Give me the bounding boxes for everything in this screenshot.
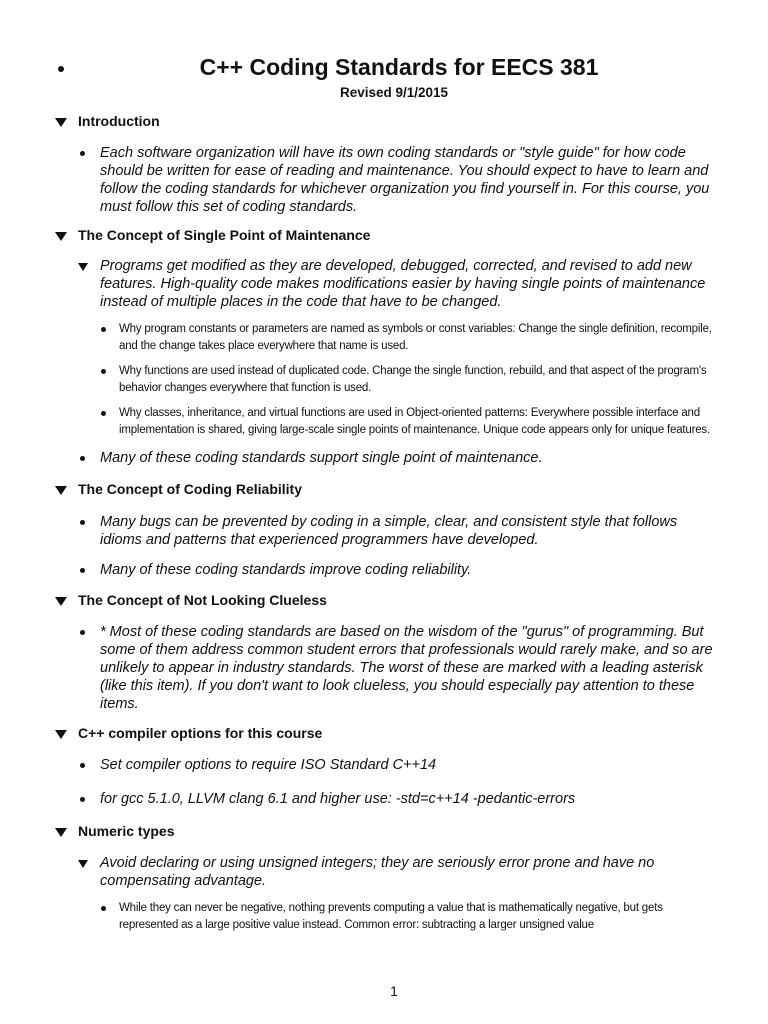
bullet-icon	[80, 520, 85, 525]
section-heading-label: The Concept of Single Point of Maintenance	[78, 227, 371, 243]
section-heading[interactable]	[0, 821, 768, 841]
list-item	[0, 854, 768, 890]
bullet-icon	[101, 369, 106, 374]
section-heading[interactable]	[0, 225, 768, 245]
disclosure-triangle-icon[interactable]	[55, 486, 67, 495]
list-item-text: Set compiler options to require ISO Standard C++14	[100, 757, 437, 773]
document-body	[0, 108, 768, 933]
disclosure-triangle-icon[interactable]	[55, 232, 67, 241]
section-introduction	[0, 111, 768, 216]
bullet-icon	[80, 763, 85, 768]
section-heading-label: The Concept of Not Looking Clueless	[78, 592, 327, 608]
list-item	[0, 513, 768, 549]
sub-list-item-text: Why classes, inheritance, and virtual functions are used in Object-oriented patterns: Everywhere possible interface and implementation is shared, giving large-scale single points of maintenance. Unique code appears only for unique features.	[119, 407, 710, 436]
list-item	[0, 561, 768, 579]
sub-list-item	[0, 321, 768, 354]
list-item-text: Avoid declaring or using unsigned integers; they are seriously error prone and have no compensating advantage.	[100, 855, 655, 889]
disclosure-triangle-icon[interactable]	[55, 730, 67, 739]
section-heading-label: Numeric types	[78, 823, 175, 839]
list-item	[0, 449, 768, 467]
title-block	[0, 54, 768, 100]
disclosure-triangle-icon[interactable]	[78, 263, 88, 271]
disclosure-triangle-icon[interactable]	[55, 828, 67, 837]
section-not-looking-clueless	[0, 590, 768, 713]
sub-list-item	[0, 900, 768, 933]
sub-list-item	[0, 363, 768, 396]
list-item-text: Programs get modified as they are developed, debugged, corrected, and revised to add new features. High-quality code makes modifications easier by having single points of maintenance instead of multiple places in the code that have to be changed.	[100, 258, 706, 310]
section-heading-label: C++ compiler options for this course	[78, 725, 323, 741]
bullet-icon	[101, 327, 106, 332]
list-item	[0, 257, 768, 311]
section-heading[interactable]	[0, 111, 768, 131]
page-number: 1	[390, 983, 398, 999]
list-item-text: for gcc 5.1.0, LLVM clang 6.1 and higher use: -std=c++14 -pedantic-errors	[100, 791, 576, 807]
sub-list-item	[0, 405, 768, 438]
section-coding-reliability	[0, 479, 768, 579]
section-heading[interactable]	[0, 479, 768, 499]
section-single-point-of-maintenance	[0, 225, 768, 467]
section-heading-label: The Concept of Coding Reliability	[78, 481, 302, 497]
disclosure-triangle-icon[interactable]	[55, 597, 67, 606]
section-compiler-options	[0, 723, 768, 808]
list-item-text: Many bugs can be prevented by coding in a simple, clear, and consistent style that follows idioms and patterns that experienced programmers have developed.	[100, 514, 678, 548]
list-item	[0, 790, 768, 808]
list-item	[0, 756, 768, 774]
bullet-icon	[80, 456, 85, 461]
bullet-icon	[80, 568, 85, 573]
disclosure-triangle-icon[interactable]	[78, 860, 88, 868]
section-heading-label: Introduction	[78, 113, 160, 129]
bullet-icon	[101, 906, 106, 911]
sub-list-item-text: Why program constants or parameters are named as symbols or const variables: Change the single definition, recompile, and the change takes place everywhere that name is used.	[119, 323, 712, 352]
list-item-text: Many of these coding standards improve coding reliability.	[100, 562, 472, 578]
list-item	[0, 144, 768, 216]
section-heading[interactable]	[0, 590, 768, 610]
disclosure-triangle-icon[interactable]	[55, 118, 67, 127]
bullet-icon	[80, 630, 85, 635]
bullet-icon	[80, 797, 85, 802]
list-item	[0, 623, 768, 713]
document-title: C++ Coding Standards for EECS 381	[199, 54, 599, 80]
list-item-text: Many of these coding standards support single point of maintenance.	[100, 450, 543, 466]
bullet-icon	[101, 411, 106, 416]
list-item-text: Each software organization will have its own coding standards or "style guide" for how code should be written for ease of reading and maintenance. You should expect to have to learn and follow the coding standards for whichever organization you find yourself in. For this course, you must follow this set of coding standards.	[100, 145, 710, 215]
section-heading[interactable]	[0, 723, 768, 743]
sub-list-item-text: Why functions are used instead of duplicated code. Change the single function, rebuild, and that aspect of the program's behavior changes everywhere that function is used.	[119, 365, 707, 394]
document-subtitle: Revised 9/1/2015	[339, 85, 449, 100]
list-item-text: * Most of these coding standards are based on the wisdom of the "gurus" of programming. But some of them address common student errors that professionals would rarely make, and so are unlikely to appear in industry standards. The worst of these are marked with a leading asterisk (like this item). If you don't want to look clueless, you should especially pay attention to these items.	[100, 624, 713, 712]
sub-list-item-text: While they can never be negative, nothing prevents computing a value that is mathematically negative, but gets represented as a large positive value instead. Common error: subtracting a larger unsigned value	[119, 902, 663, 931]
title-bullet-icon	[58, 66, 64, 72]
section-numeric-types	[0, 821, 768, 933]
bullet-icon	[80, 151, 85, 156]
